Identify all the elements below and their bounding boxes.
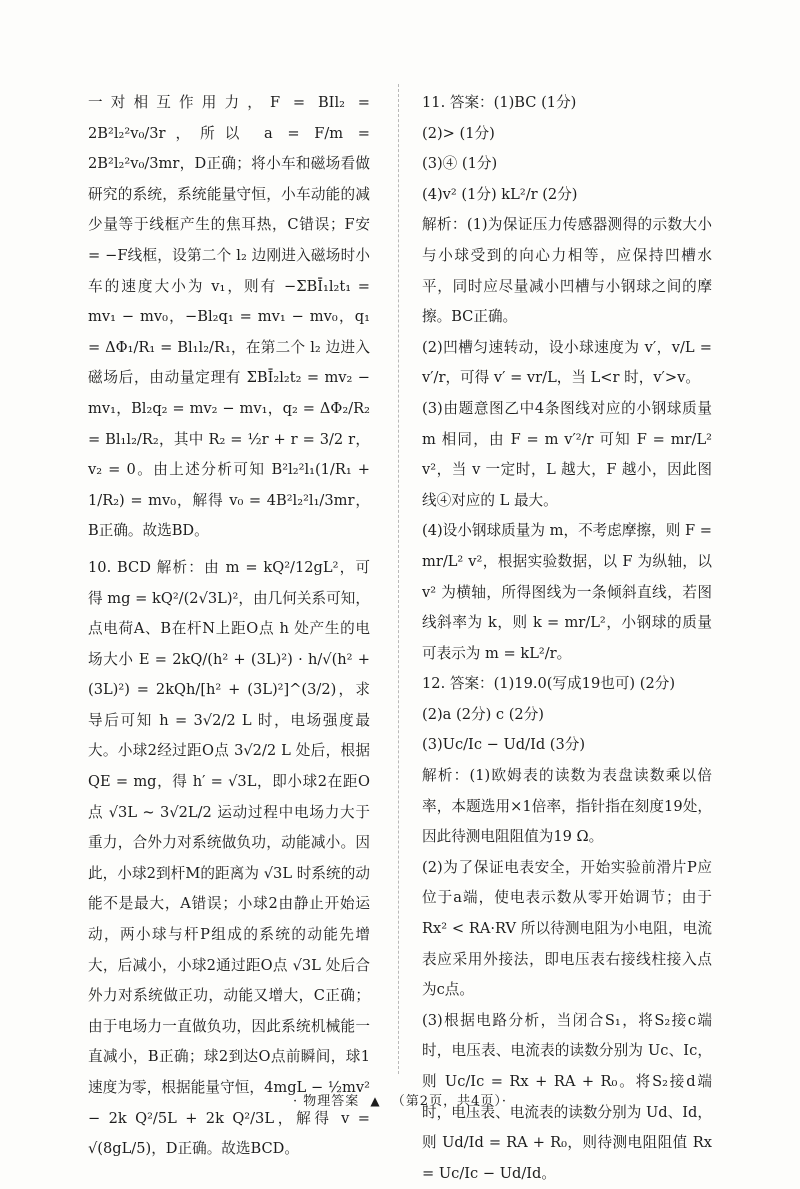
answer-12-part-2: (2)a (2分) c (2分) — [422, 705, 544, 723]
answer-11-header: 11. 答案：(1)BC (1分) — [422, 94, 577, 111]
analysis-12-2: (2)为了保证电表安全，开始实验前滑片P应位于a端，使电表示数从零开始调节；由于 Rx² < RA·RV 所以待测电阻为小电阻，电流表应采用外接法，即电压表右接线柱接入点为c点。 — [422, 858, 712, 999]
answer-11-part-3: (3)④ (1分) — [422, 155, 498, 173]
answer-12-header: 12. 答案：(1)19.0(写成19也可) (2分) — [422, 675, 676, 693]
analysis-12-1: 解析：(1)欧姆表的读数为表盘读数乘以倍率，本题选用×1倍率，指针指在刻度19处，因此待测电阻阻值为19 Ω。 — [422, 767, 712, 846]
answer-11-part-4: (4)v² (1分) kL²/r (2分) — [422, 185, 578, 203]
answer-11-part-2: (2)> (1分) — [422, 124, 495, 142]
answer-12-part-3: (3)Uc/Ic − Ud/Id (3分) — [422, 736, 586, 754]
analysis-11-3: (3)由题意图乙中4条图线对应的小钢球质量 m 相同，由 F = m v′²/r 可知 F = mr/L² v²，当 v 一定时，L 越大，F 越小，因此图线④对应的 L 最大。 — [422, 399, 712, 509]
analysis-11-4: (4)设小钢球质量为 m，不考虑摩擦，则 F = mr/L² v²，根据实验数据，以 F 为纵轴，以 v² 为横轴，所得图线为一条倾斜直线，若图线斜率为 k，则 k = mr/L²，小钢球的质量可表示为 m = kL²/r。 — [422, 522, 712, 662]
analysis-12-3: (3)根据电路分析，当闭合S₁，将S₂接c端时，电压表、电流表的读数分别为 Uc、Ic，则 Uc/Ic = Rx + RA + R₀。将S₂接d端时，电压表、电流表的读数分别为 Ud、Id，则 Ud/Id = RA + R₀，则待测电阻阻值 Rx = Uc/Ic − Ud/Id。 — [422, 1011, 712, 1182]
column-divider — [398, 84, 400, 1074]
left-column — [88, 88, 370, 1165]
answer-10: 10. BCD 解析：由 m = kQ²/12gL²，可得 mg = kQ²/(2√3L)²，由几何关系可知，点电荷A、B在杆N上距O点 h 处产生的电场大小 E = 2kQ/(h² + (3L)²) · h/√(h² + (3L)²) = 2kQh/[h² + (3L)²]^(3/2)，求导后可知 h = 3√2/2 L 时，电场强度最大。小球2经过距O点 3√2/2 L 处后，根据 QE = mg，得 h′ = √3L，即小球2在距O点 √3L ~ 3√2L/2 运动过程中电场力大于重力，合外力对系统做负功，动能减小。因此，小球2到杆M的距离为 √3L 时系统的动能不是最大，A错误；小球2由静止开始运动，两小球与杆P组成的系统的动能先增大，后减小，小球2通过距O点 √3L 处后合外力对系统做正功，动能又增大，C正确；由于电场力一直做负功，因此系统机械能一直减小，B正确；球2到达O点前瞬间，球1速度为零，根据能量守恒，4mgL − ½mv² − 2k Q²/5L + 2k Q²/3L，解得 v = √(8gL/5)，D正确。故选BCD。 — [88, 558, 370, 1158]
triangle-icon: ▲ — [370, 1094, 381, 1108]
analysis-11-2: (2)凹槽匀速转动，设小球速度为 v′，v/L = v′/r，可得 v′ = vr/L，当 L<r 时，v′>v。 — [422, 338, 712, 387]
page-footer — [0, 1090, 800, 1109]
footer-subject: · 物理答案 — [293, 1094, 360, 1109]
left-paragraph-1: 一对相互作用力，F = BIl₂ = 2B²l₂²v₀/3r，所以 a = F/m = 2B²l₂²v₀/3mr，D正确；将小车和磁场看做研究的系统，系统能量守恒，小车动能的减少量等于线框产生的焦耳热，C错误；F安 = −F线框，设第二个 l₂ 边刚进入磁场时小车的速度大小为 v₁，则有 −ΣBĪ₁l₂t₁ = mv₁ − mv₀，−Bl₂q₁ = mv₁ − mv₀，q₁ = ΔΦ₁/R₁ = Bl₁l₂/R₁，在第二个 l₂ 边进入磁场后，由动量定理有 ΣBĪ₂l₂t₂ = mv₂ − mv₁，Bl₂q₂ = mv₂ − mv₁，q₂ = ΔΦ₂/R₂ = Bl₁l₂/R₂，其中 R₂ = ½r + r = 3/2 r，v₂ = 0。由上述分析可知 B²l₂²l₁(1/R₁ + 1/R₂) = mv₀，解得 v₀ = 4B²l₂²l₁/3mr，B正确。故选BD。 — [88, 94, 370, 540]
analysis-11-1: 解析：(1)为保证压力传感器测得的示数大小与小球受到的向心力相等，应保持凹槽水平，同时应尽量减小凹槽与小钢球之间的摩擦。BC正确。 — [422, 216, 712, 326]
footer-page-number: （第2页，共4页）· — [391, 1094, 507, 1109]
right-column — [422, 88, 712, 1189]
